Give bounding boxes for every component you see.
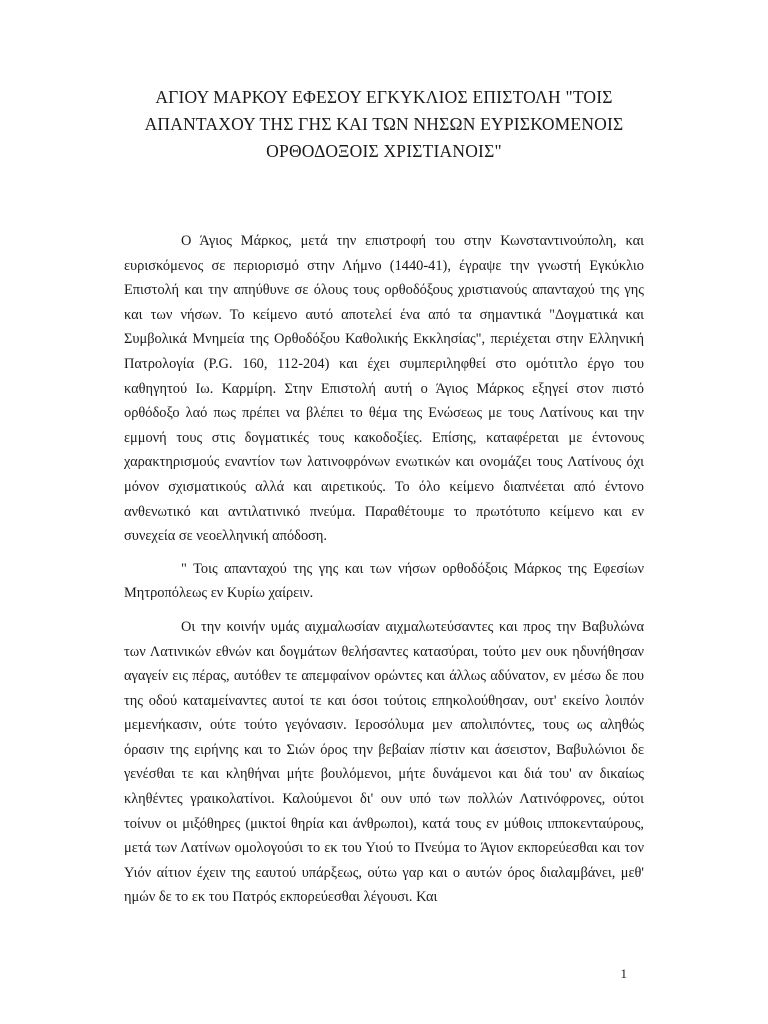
document-body [124, 229, 644, 918]
title-line: ΑΠΑΝΤΑΧΟΥ ΤΗΣ ΓΗΣ ΚΑΙ ΤΩΝ ΝΗΣΩΝ ΕΥΡΙΣΚΟΜΕΝΟΙΣ [144, 114, 624, 134]
title-line: ΟΡΘΟΔΟΞΟΙΣ ΧΡΙΣΤΙΑΝΟΙΣ" [266, 141, 502, 161]
page-number: 1 [620, 966, 627, 981]
document-title [110, 84, 658, 165]
intro-paragraph: Ο Άγιος Μάρκος, μετά την επιστροφή του στην Κωνσταντινούπολη, και ευρισκόμενος σε περιορισμό στην Λήμνο (1440-41), έγραψε την γνωστή Εγκύκλιο Επιστολή και την απηύθυνε σε όλους τους ορθοδόξους χριστιανούς απανταχού της γης και των νήσων. Το κείμενο αυτό αποτελεί ένα από τα σημαντικά "Δογματικά και Συμβολικά Μνημεία της Ορθοδόξου Καθολικής Εκκλησίας", περιέχεται στην Ελληνική Πατρολογία (P.G. 160, 112-204) και έχει συμπεριληφθεί στο ομότιτλο έργο του καθηγητού Ιω. Καρμίρη. Στην Επιστολή αυτή ο Άγιος Μάρκος εξηγεί στον πιστό ορθόδοξο λαό πως πρέπει να βλέπει το θέμα της Ενώσεως με τους Λατίνους και την εμμονή τους στις δογματικές τους κακοδοξίες. Επίσης, καταφέρεται με έντονους χαρακτηρισμούς εναντίον των λατινοφρόνων ενωτικών και ονομάζει τους Λατίνους όχι μόνον σχισματικούς αλλά και αιρετικούς. Το όλο κείμενο διαπνέεται από έντονο ανθενωτικό και αντιλατινικό πνεύμα. Παραθέτουμε το πρωτότυπο κείμενο και εν συνεχεία σε νεοελληνική απόδοση. [124, 233, 644, 545]
greeting-paragraph: " Τοις απανταχού της γης και των νήσων ορθοδόξοις Μάρκος της Εφεσίων Μητροπόλεως εν Κυρίω χαίρειν. [124, 560, 644, 602]
letter-paragraph: Οι την κοινήν υμάς αιχμαλωσίαν αιχμαλωτεύσαντες και προς την Βαβυλώνα των Λατινικών εθνών και δογμάτων θελήσαντες κατασύραι, τούτο μεν ουκ ηδυνήθησαν αγαγείν εις πέρας, αυτόθεν τε απεμφαίνον ορώντες και άλλως αδύνατον, εν μέσω δε που της οδού καταμείναντες αυτοί τε και όσοι τούτοις επηκολούθησαν, ουτ' εκείνο λοιπόν μεμενήκασιν, ούτε τούτο γεγόνασιν. Ιεροσόλυμα μεν απολιπόντες, τους ως αληθώς όρασιν της ειρήνης και το Σιών όρος την βεβαίαν πίστιν και άσειστον, Βαβυλώνιοι δε γενέσθαι τε και κληθήναι μήτε βουλόμενοι, μήτε δυνάμενοι και διά του' αν δικαίως κληθέντες γραικολατίνοι. Καλούμενοι δι' ουν υπό των πολλών Λατινόφρονες, ούτοι τοίνυν οι μιξόθηρες (μικτοί θηρία και άνθρωποι), κατά τους εν μύθοις ιπποκενταύρους, μετά των Λατίνων ομολογούσι το εκ του Υιού το Πνεύμα το Άγιον εκπορεύεσθαι και τον Υιόν αίτιον έχειν της εαυτού υπάρξεως, ούτω γαρ και ο αυτών όρος διαλαμβάνει, μεθ' ημών δε το εκ του Πατρός εκπορεύεσθαι λέγουσι. Και [124, 618, 644, 906]
title-line: ΑΓΙΟΥ ΜΑΡΚΟΥ ΕΦΕΣΟΥ ΕΓΚΥΚΛΙΟΣ ΕΠΙΣΤΟΛΗ "ΤΟΙΣ [155, 87, 613, 107]
